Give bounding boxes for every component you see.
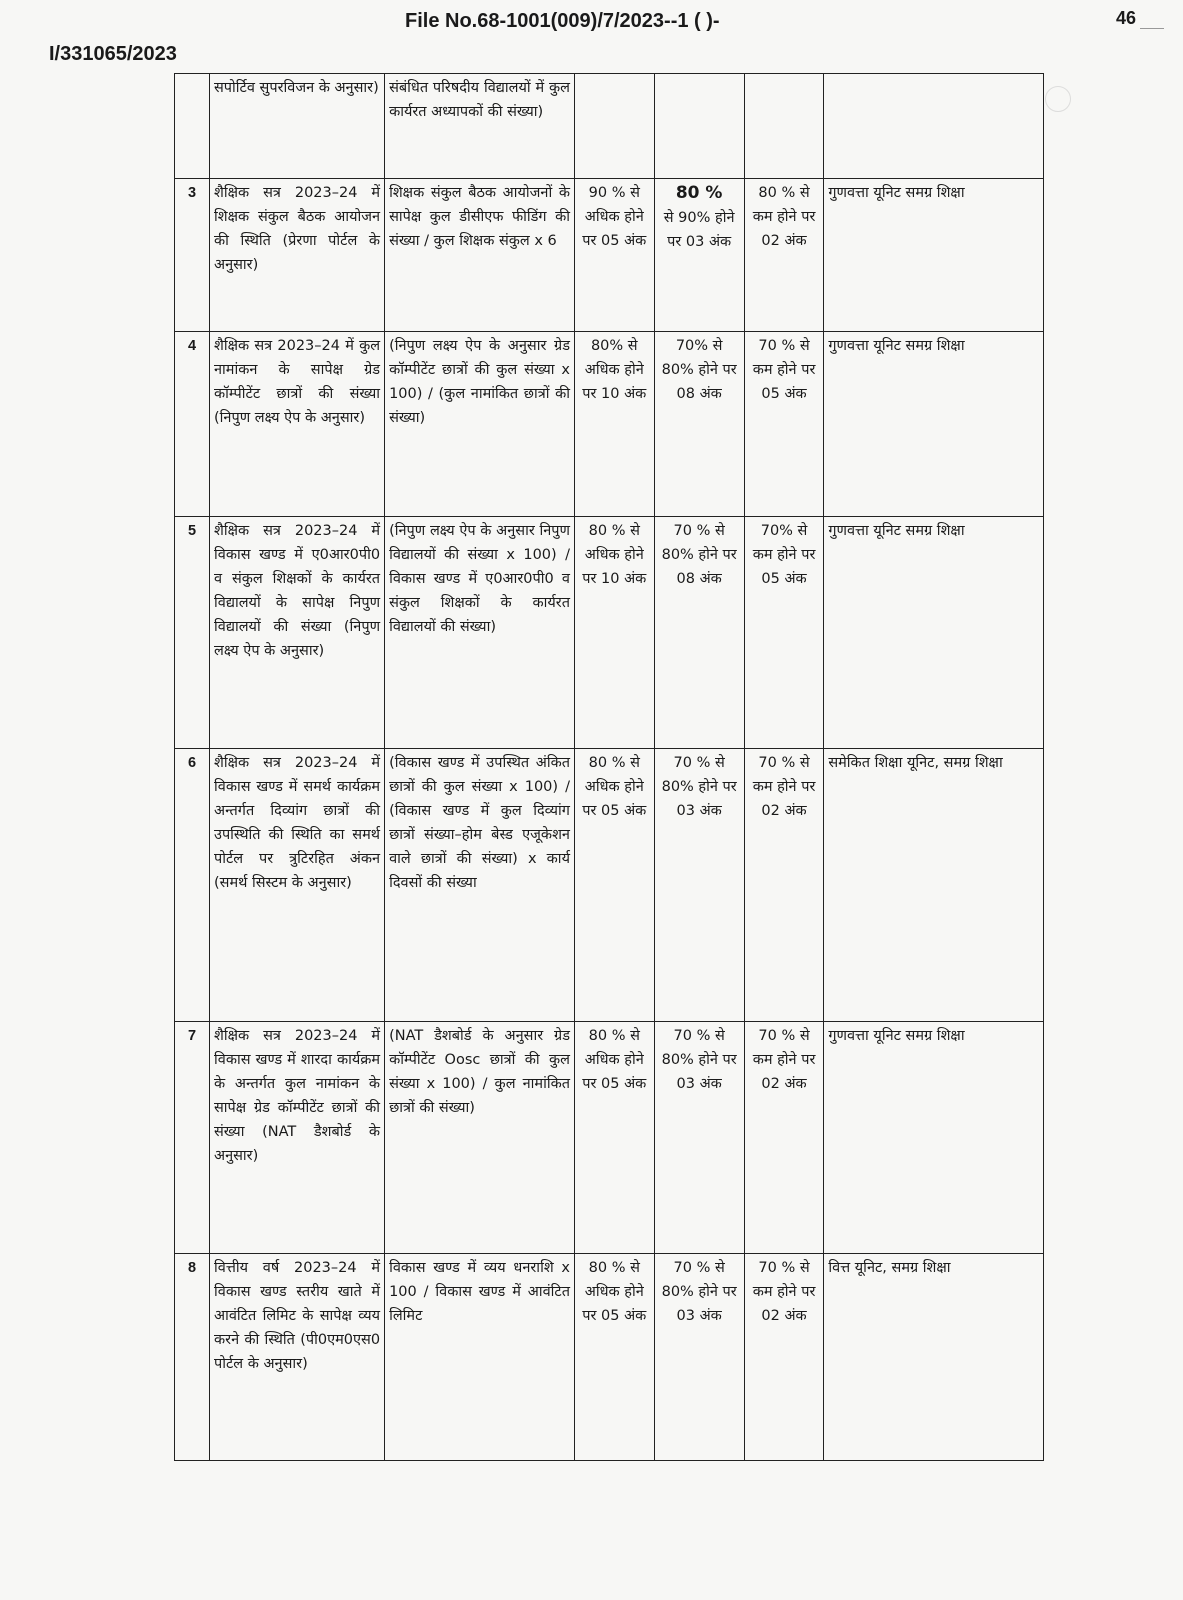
- row-number: 6: [175, 749, 210, 1022]
- high-score-cell: 80% से अधिक होने पर 10 अंक: [574, 332, 654, 517]
- row-number: 8: [175, 1254, 210, 1461]
- indicator-cell: शैक्षिक सत्र 2023–24 में विकास खण्ड में ए0आर0पी0 व संकुल शिक्षकों के कार्यरत विद्यालयों के सापेक्ष निपुण विद्यालयों की संख्या (निपुण लक्ष्य ऐप के अनुसार): [210, 517, 385, 749]
- low-score-cell: 70 % से कम होने पर 02 अंक: [744, 1254, 824, 1461]
- formula-cell: संबंधित परिषदीय विद्यालयों में कुल कार्यरत अध्यापकों की संख्या): [385, 74, 575, 179]
- row-number: 4: [175, 332, 210, 517]
- indicator-cell: सपोर्टिव सुपरविजन के अनुसार): [210, 74, 385, 179]
- responsible-unit-cell: समेकित शिक्षा यूनिट, समग्र शिक्षा: [824, 749, 1044, 1022]
- criteria-table: [174, 73, 1044, 1461]
- high-score-cell: 80 % से अधिक होने पर 05 अंक: [574, 1254, 654, 1461]
- low-score-cell: 80 % से कम होने पर 02 अंक: [744, 179, 824, 332]
- page-number: 46: [1116, 8, 1137, 28]
- row-number: 3: [175, 179, 210, 332]
- formula-cell: विकास खण्ड में व्यय धनराशि x 100 / विकास खण्ड में आवंटित लिमिट: [385, 1254, 575, 1461]
- responsible-unit-cell: [824, 74, 1044, 179]
- high-score-cell: 80 % से अधिक होने पर 10 अंक: [574, 517, 654, 749]
- responsible-unit-cell: गुणवत्ता यूनिट समग्र शिक्षा: [824, 179, 1044, 332]
- formula-cell: (NAT डैशबोर्ड के अनुसार ग्रेड कॉम्पीटेंट Oosc छात्रों की कुल संख्या x 100) / कुल नामांकित छात्रों की संख्या): [385, 1022, 575, 1254]
- table-row: [175, 332, 1044, 517]
- row-number: 5: [175, 517, 210, 749]
- indicator-cell: शैक्षिक सत्र 2023–24 में कुल नामांकन के सापेक्ष ग्रेड कॉम्पीटेंट छात्रों की संख्या (निपुण लक्ष्य ऐप के अनुसार): [210, 332, 385, 517]
- high-score-cell: 90 % से अधिक होने पर 05 अंक: [574, 179, 654, 332]
- table-row: [175, 1254, 1044, 1461]
- low-score-cell: 70 % से कम होने पर 02 अंक: [744, 1022, 824, 1254]
- mid-score-cell: 70 % से 80% होने पर 08 अंक: [654, 517, 744, 749]
- low-score-cell: 70 % से कम होने पर 02 अंक: [744, 749, 824, 1022]
- responsible-unit-cell: गुणवत्ता यूनिट समग्र शिक्षा: [824, 332, 1044, 517]
- low-score-cell: 70 % से कम होने पर 05 अंक: [744, 332, 824, 517]
- indicator-cell: वित्तीय वर्ष 2023–24 में विकास खण्ड स्तरीय खाते में आवंटित लिमिट के सापेक्ष व्यय करने की स्थिति (पी0एम0एस0 पोर्टल के अनुसार): [210, 1254, 385, 1461]
- mid-score-cell: [654, 179, 744, 332]
- mid-score-cell: 70 % से 80% होने पर 03 अंक: [654, 1254, 744, 1461]
- formula-cell: (निपुण लक्ष्य ऐप के अनुसार ग्रेड कॉम्पीटेंट छात्रों की कुल संख्या x 100) / (कुल नामांकित छात्रों की संख्या): [385, 332, 575, 517]
- indicator-cell: शैक्षिक सत्र 2023–24 में विकास खण्ड में शारदा कार्यक्रम के अन्तर्गत कुल नामांकन के सापेक्ष ग्रेड कॉम्पीटेंट छात्रों की संख्या (NAT डैशबोर्ड के अनुसार): [210, 1022, 385, 1254]
- formula-cell: (निपुण लक्ष्य ऐप के अनुसार निपुण विद्यालयों की संख्या x 100) / विकास खण्ड में ए0आर0पी0 व संकुल शिक्षकों के कार्यरत विद्यालयों की संख्या): [385, 517, 575, 749]
- high-score-cell: 80 % से अधिक होने पर 05 अंक: [574, 1022, 654, 1254]
- low-score-cell: [744, 74, 824, 179]
- formula-cell: (विकास खण्ड में उपस्थित अंकित छात्रों की कुल संख्या x 100) / (विकास खण्ड में कुल दिव्यांग छात्रों संख्या–होम बेस्ड एजूकेशन वाले छात्रों की संख्या) x कार्य दिवसों की संख्या: [385, 749, 575, 1022]
- formula-cell: शिक्षक संकुल बैठक आयोजनों के सापेक्ष कुल डीसीएफ फीडिंग की संख्या / कुल शिक्षक संकुल x 6: [385, 179, 575, 332]
- responsible-unit-cell: गुणवत्ता यूनिट समग्र शिक्षा: [824, 1022, 1044, 1254]
- high-score-cell: [574, 74, 654, 179]
- table-row: [175, 517, 1044, 749]
- mid-score-text: से 90% होने पर 03 अंक: [663, 210, 735, 250]
- responsible-unit-cell: गुणवत्ता यूनिट समग्र शिक्षा: [824, 517, 1044, 749]
- table-row: [175, 1022, 1044, 1254]
- high-score-cell: 80 % से अधिक होने पर 05 अंक: [574, 749, 654, 1022]
- table-row: [175, 749, 1044, 1022]
- mid-score-cell: 70% से 80% होने पर 08 अंक: [654, 332, 744, 517]
- row-number: [175, 74, 210, 179]
- indicator-cell: शैक्षिक सत्र 2023–24 में विकास खण्ड में समर्थ कार्यक्रम अन्तर्गत दिव्यांग छात्रों की उपस्थिति की स्थिति का समर्थ पोर्टल पर त्रुटिरहित अंकन (समर्थ सिस्टम के अनुसार): [210, 749, 385, 1022]
- file-number: File No.68-1001(009)/7/2023--1 ( )-: [405, 10, 720, 32]
- row-number: 7: [175, 1022, 210, 1254]
- page-corner-mark: [1140, 28, 1164, 29]
- table-row: [175, 179, 1044, 332]
- low-score-cell: 70% से कम होने पर 05 अंक: [744, 517, 824, 749]
- responsible-unit-cell: वित्त यूनिट, समग्र शिक्षा: [824, 1254, 1044, 1461]
- indicator-cell: शैक्षिक सत्र 2023–24 में शिक्षक संकुल बैठक आयोजन की स्थिति (प्रेरणा पोर्टल के अनुसार): [210, 179, 385, 332]
- mid-score-cell: 70 % से 80% होने पर 03 अंक: [654, 1022, 744, 1254]
- scan-punch-hole: [1045, 86, 1071, 112]
- mid-score-cell: [654, 74, 744, 179]
- table-row: [175, 74, 1044, 179]
- mid-score-emphasis: 80 %: [675, 183, 723, 203]
- reference-id: I/331065/2023: [49, 43, 177, 65]
- mid-score-cell: 70 % से 80% होने पर 03 अंक: [654, 749, 744, 1022]
